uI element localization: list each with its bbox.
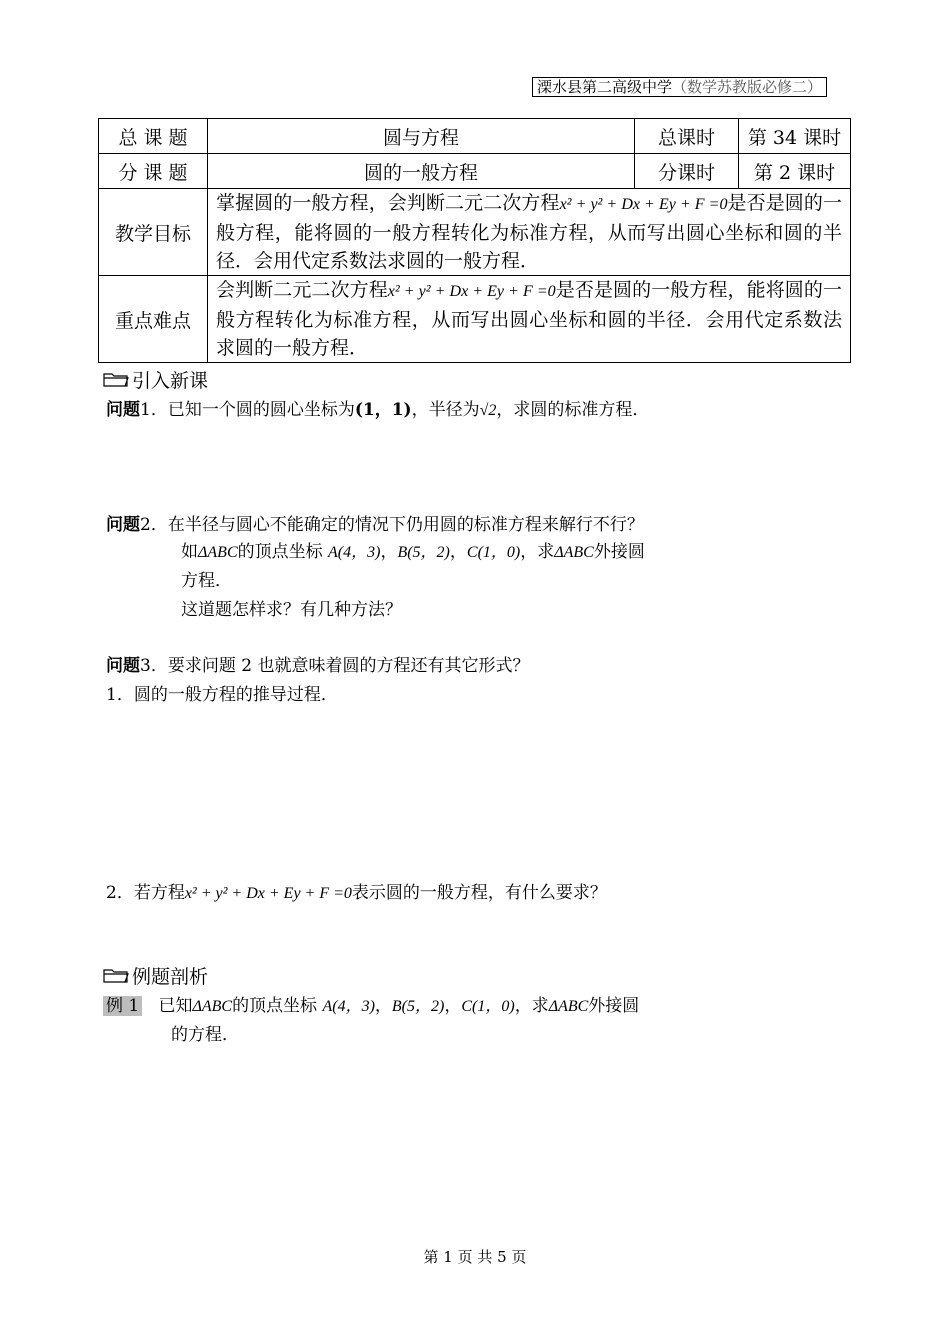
question-2-line-1: 如ΔABC的顶点坐标 A(4，3)，B(5，2)，C(1，0)，求ΔABC外接圆 [181,542,645,562]
sub-hours-label: 分课时 [635,154,739,189]
header-tag [532,77,827,97]
section-intro: 引入新课 [103,366,208,393]
table-row [99,276,851,363]
page-footer: 第 1 页 共 5 页 [423,1248,527,1266]
total-topic-label: 总 课 题 [99,119,208,154]
general-equation: x² + y² + Dx + Ey + F =0 [559,196,728,213]
goal-label: 教学目标 [99,189,208,276]
sub-topic-label: 分 课 题 [99,154,208,189]
folder-icon [103,968,129,983]
table-row [99,154,851,189]
total-hours: 第 34 课时 [739,119,851,154]
question-2-line-3: 这道题怎样求？有几种方法？ [181,600,402,620]
example-1: 例 1 已知ΔABC的顶点坐标 A(4，3)，B(5，2)，C(1，0)，求ΔABC外接圆 [103,991,639,1016]
example-label: 例 1 [103,996,142,1016]
question-2: 问题2．在半径与圆心不能确定的情况下仍用圆的标准方程来解行不行？ [106,515,644,535]
question-1: 问题1．已知一个圆的圆心坐标为(1，1)，半径为√2，求圆的标准方程． [106,400,650,420]
example-1-line-2: 的方程． [171,1025,239,1045]
key-text: 会判断二元二次方程x² + y² + Dx + Ey + F =0是否是圆的一般方程，能将圆的一般方程转化为标准方程，从而写出圆心坐标和圆的半径．会用代定系数法求圆的一般方程． [208,276,851,363]
point-1: 1．圆的一般方程的推导过程． [106,685,338,705]
sub-topic: 圆的一般方程 [208,154,635,189]
section-examples: 例题剖析 [103,962,208,989]
sub-hours: 第 2 课时 [739,154,851,189]
school-name: 溧水县第二高级中学 [537,78,673,96]
lesson-info-table [98,118,851,363]
goal-text: 掌握圆的一般方程，会判断二元二次方程x² + y² + Dx + Ey + F =0是否是圆的一般方程，能将圆的一般方程转化为标准方程，从而写出圆心坐标和圆的半径．会用代定系数法求圆的一般方程． [208,189,851,276]
table-row [99,119,851,154]
total-topic: 圆与方程 [208,119,635,154]
question-2-line-2: 方程． [181,571,232,591]
general-equation: x² + y² + Dx + Ey + F =0 [387,283,556,300]
key-label: 重点难点 [99,276,208,363]
point-2: 2．若方程x² + y² + Dx + Ey + F =0表示圆的一般方程，有什么要求？ [106,883,607,903]
book-name: （数学苏教版必修二） [672,78,823,96]
folder-icon [103,372,129,387]
total-hours-label: 总课时 [635,119,739,154]
table-row [99,189,851,276]
question-3: 问题3．要求问题 2 也就意味着圆的方程还有其它形式？ [106,656,530,676]
